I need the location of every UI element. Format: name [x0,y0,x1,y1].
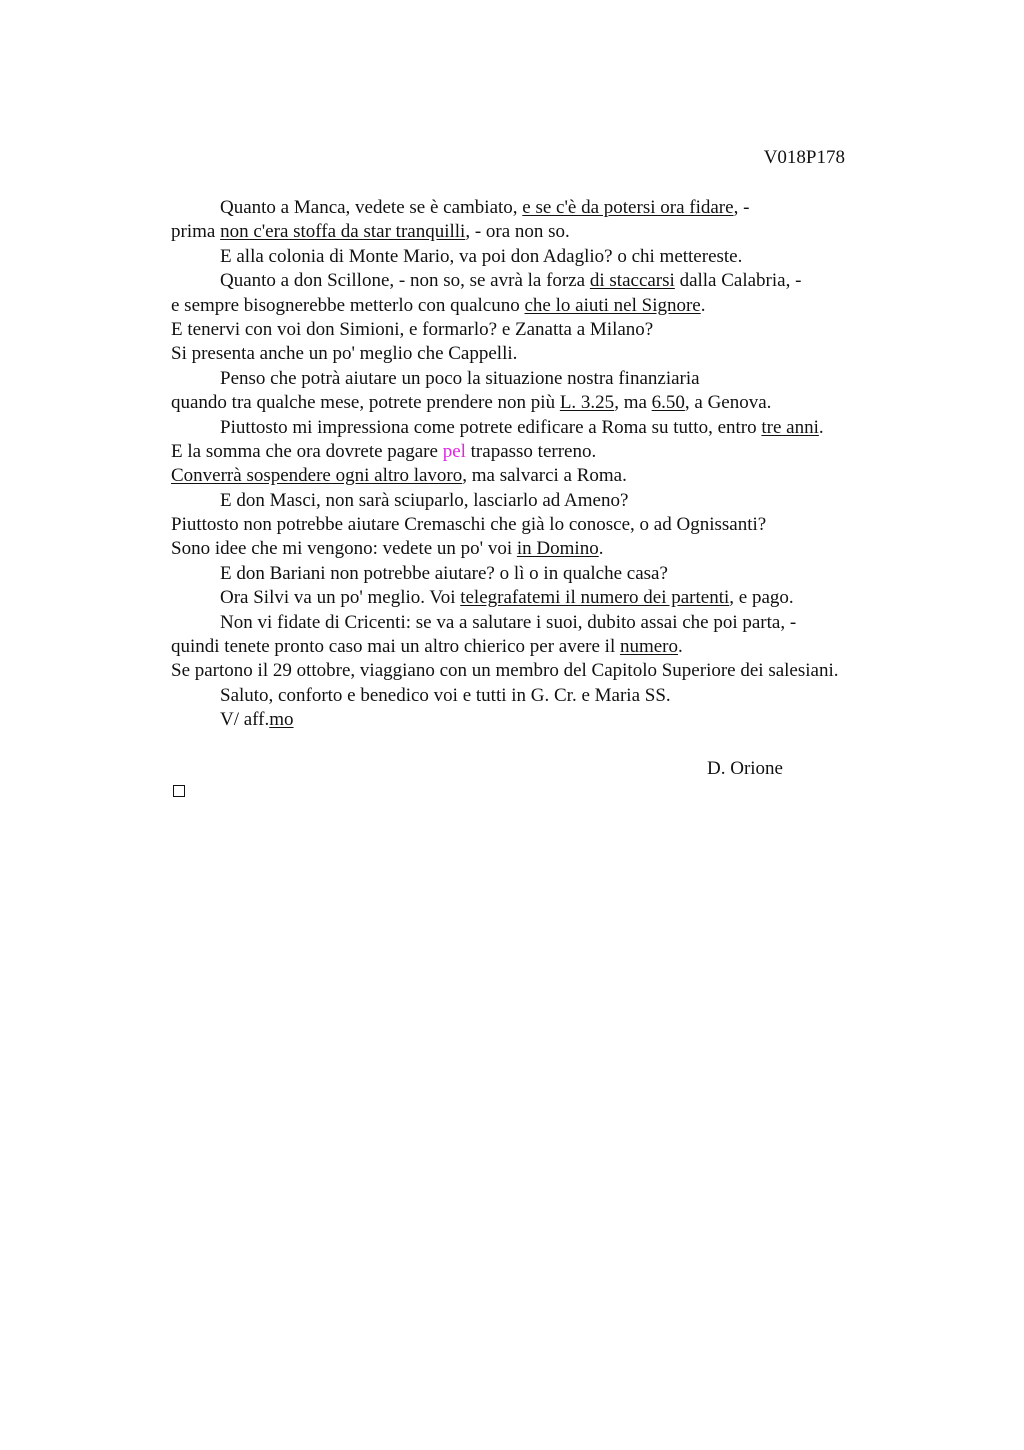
text-segment: quando tra qualche mese, potrete prendere non più [171,392,560,414]
text-segment: Piuttosto non potrebbe aiutare Cremaschi che già lo conosce, o ad Ognissanti? [171,514,767,536]
text-segment: Penso che potrà aiutare un poco la situazione nostra finanziaria [220,367,700,389]
signature: D. Orione [707,757,783,779]
text-segment: E don Masci, non sarà sciuparlo, lasciarlo ad Ameno? [220,489,629,511]
text-segment: Quanto a don Scillone, - non so, se avrà la forza [220,270,590,292]
underlined-text: in Domino [516,538,599,560]
text-segment: E tenervi con voi don Simioni, e formarlo? e Zanatta a Milano? [171,318,654,340]
text-line [171,684,931,708]
letter-lines [171,196,931,733]
text-line [171,635,931,659]
text-line [171,342,931,366]
text-segment: , ma [614,392,652,414]
text-line [171,367,931,391]
text-segment: Quanto a Manca, vedete se è cambiato, [220,197,523,218]
text-line [171,611,931,635]
underlined-text: mo [269,709,294,731]
underlined-text: numero [619,636,679,658]
text-segment: prima [171,221,221,243]
text-line [171,708,931,732]
underlined-text: non c'era stoffa da star tranquilli [220,221,466,243]
text-segment: , e pago. [729,587,794,609]
page-code: V018P178 [763,147,845,168]
text-line [171,489,931,513]
text-segment: , - [733,197,750,218]
text-segment: trapasso terreno. [465,440,597,462]
text-line [171,391,931,415]
text-segment: V/ aff. [220,709,270,731]
text-segment: . [700,294,706,316]
text-line [171,464,931,488]
text-line [171,440,931,464]
text-line [171,318,931,342]
text-segment: , a Genova. [684,392,772,414]
text-line [171,294,931,318]
text-segment: E la somma che ora dovrete pagare [171,440,443,462]
checkbox-icon [173,785,185,797]
text-segment: e sempre bisognerebbe metterlo con qualcuno [171,294,525,316]
underlined-text: L. 3.25 [559,392,615,414]
text-line [171,416,931,440]
letter-body [171,196,931,781]
text-line [171,537,931,561]
text-line [171,562,931,586]
text-segment: Si presenta anche un po' meglio che Cappelli. [171,343,518,365]
text-line [171,586,931,610]
text-segment: . [818,416,824,438]
text-segment: . [598,538,604,560]
highlighted-text: pel [442,440,466,462]
text-segment: , ma salvarci a Roma. [462,465,627,487]
text-segment: Sono idee che mi vengono: vedete un po' voi [171,538,517,560]
text-segment: Saluto, conforto e benedico voi e tutti in G. Cr. e Maria SS. [220,684,671,706]
underlined-text: 6.50 [651,392,685,414]
text-segment: E alla colonia di Monte Mario, va poi don Adaglio? o chi mettereste. [220,245,743,267]
text-line [171,513,931,537]
text-segment: Ora Silvi va un po' meglio. Voi [220,587,461,609]
underlined-text: di staccarsi [589,270,675,292]
text-segment: Piuttosto mi impressiona come potrete edificare a Roma su tutto, entro [220,416,762,438]
underlined-text: che lo aiuti nel Signore [524,294,701,316]
text-segment: , - ora non so. [465,221,570,243]
text-segment: quindi tenete pronto caso mai un altro chierico per avere il [171,636,620,658]
text-segment: . [678,636,683,658]
text-segment: Se partono il 29 ottobre, viaggiano con un membro del Capitolo Superiore dei salesiani. [171,660,839,682]
text-line [171,269,931,293]
underlined-text: e se c'è da potersi ora fidare [522,197,734,218]
blank-line [171,733,931,757]
text-line [171,245,931,269]
underlined-text: Converrà sospendere ogni altro lavoro [171,465,463,487]
text-line [171,659,931,683]
text-segment: Non vi fidate di Cricenti: se va a salutare i suoi, dubito assai che poi parta, - [220,611,797,633]
text-segment: E don Bariani non potrebbe aiutare? o lì o in qualche casa? [220,562,668,584]
text-line [171,196,931,220]
text-line [171,220,931,244]
text-segment: dalla Calabria, - [674,270,802,292]
underlined-text: tre anni [761,416,819,438]
underlined-text: telegrafatemi il numero dei partenti [460,587,730,609]
